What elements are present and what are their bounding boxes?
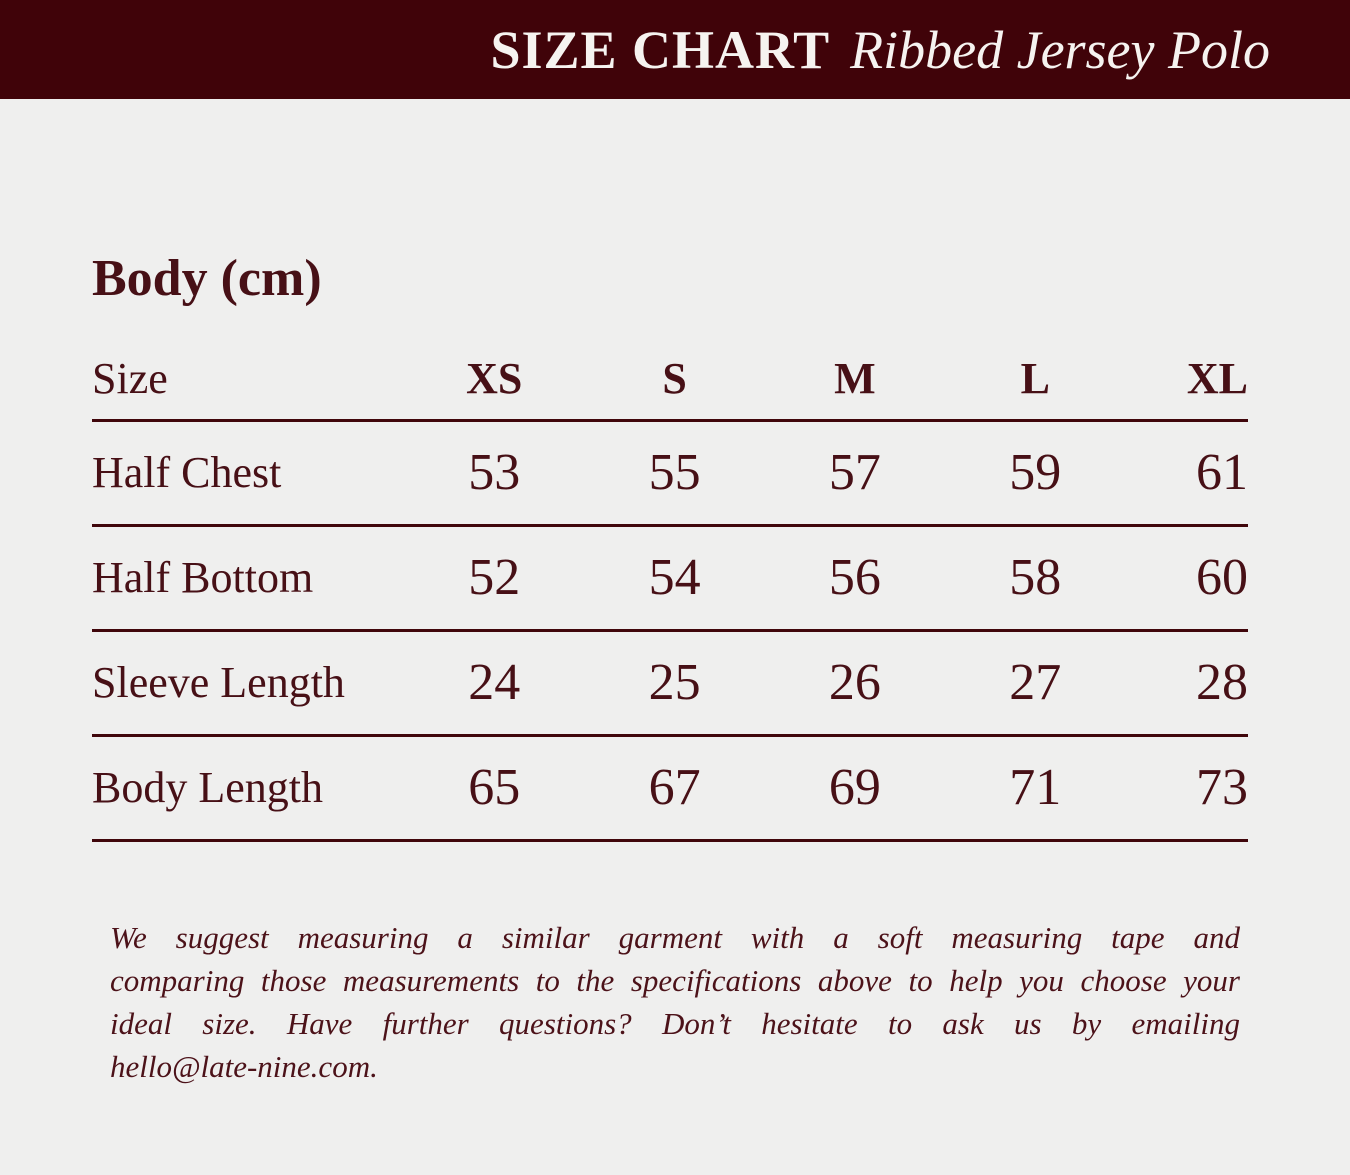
table-row-sleeve-length (92, 632, 1248, 737)
table-cell: 53 (468, 444, 521, 501)
table-cell: 61 (1196, 444, 1248, 501)
section-heading: Body (cm) (92, 250, 322, 307)
table-cell: 69 (828, 759, 881, 816)
banner-product-name: Ribbed Jersey Polo (850, 19, 1270, 80)
col-header-m: M (834, 353, 876, 403)
table-cell: 52 (468, 549, 521, 606)
table-cell: 65 (468, 759, 521, 816)
table-cell: 25 (648, 654, 701, 711)
note-line: comparing those measurements to the specifications above to help you choose your (110, 963, 1240, 998)
table-cell: 59 (1009, 444, 1062, 501)
table-row-body-length (92, 737, 1248, 842)
banner-title: SIZE CHART (490, 19, 831, 80)
col-header-s: S (662, 353, 687, 403)
table-cell: 60 (1196, 549, 1248, 606)
size-column-header: Size (92, 353, 168, 403)
table-cell: 28 (1196, 654, 1248, 711)
table-row-half-chest (92, 422, 1248, 527)
size-chart-banner (0, 0, 1350, 99)
table-cell: 73 (1196, 759, 1248, 816)
table-cell: 57 (828, 444, 881, 501)
table-cell: 58 (1009, 549, 1062, 606)
note-line: We suggest measuring a similar garment with a soft measuring tape and (110, 920, 1240, 955)
col-header-xl: XL (1186, 353, 1248, 403)
row-label: Sleeve Length (92, 658, 345, 707)
content-area (0, 249, 1350, 842)
table-header-row (92, 338, 1248, 422)
table-cell: 24 (468, 654, 521, 711)
col-header-xs: XS (466, 353, 523, 403)
row-label: Half Chest (92, 448, 282, 497)
note-line: ideal size. Have further questions? Don’t hesitate to ask us by emailing (110, 1006, 1240, 1041)
row-label: Body Length (92, 763, 323, 812)
table-cell: 55 (648, 444, 701, 501)
col-header-l: L (1020, 353, 1050, 403)
table-cell: 71 (1009, 759, 1062, 816)
size-table (92, 338, 1248, 842)
row-label: Half Bottom (92, 553, 314, 602)
table-cell: 67 (648, 759, 701, 816)
table-cell: 26 (828, 654, 881, 711)
measuring-note (110, 916, 1240, 1088)
table-cell: 54 (648, 549, 701, 606)
table-cell: 56 (828, 549, 881, 606)
table-row-half-bottom (92, 527, 1248, 632)
note-line-email: hello@late-nine.com. (110, 1049, 378, 1084)
table-cell: 27 (1009, 654, 1062, 711)
